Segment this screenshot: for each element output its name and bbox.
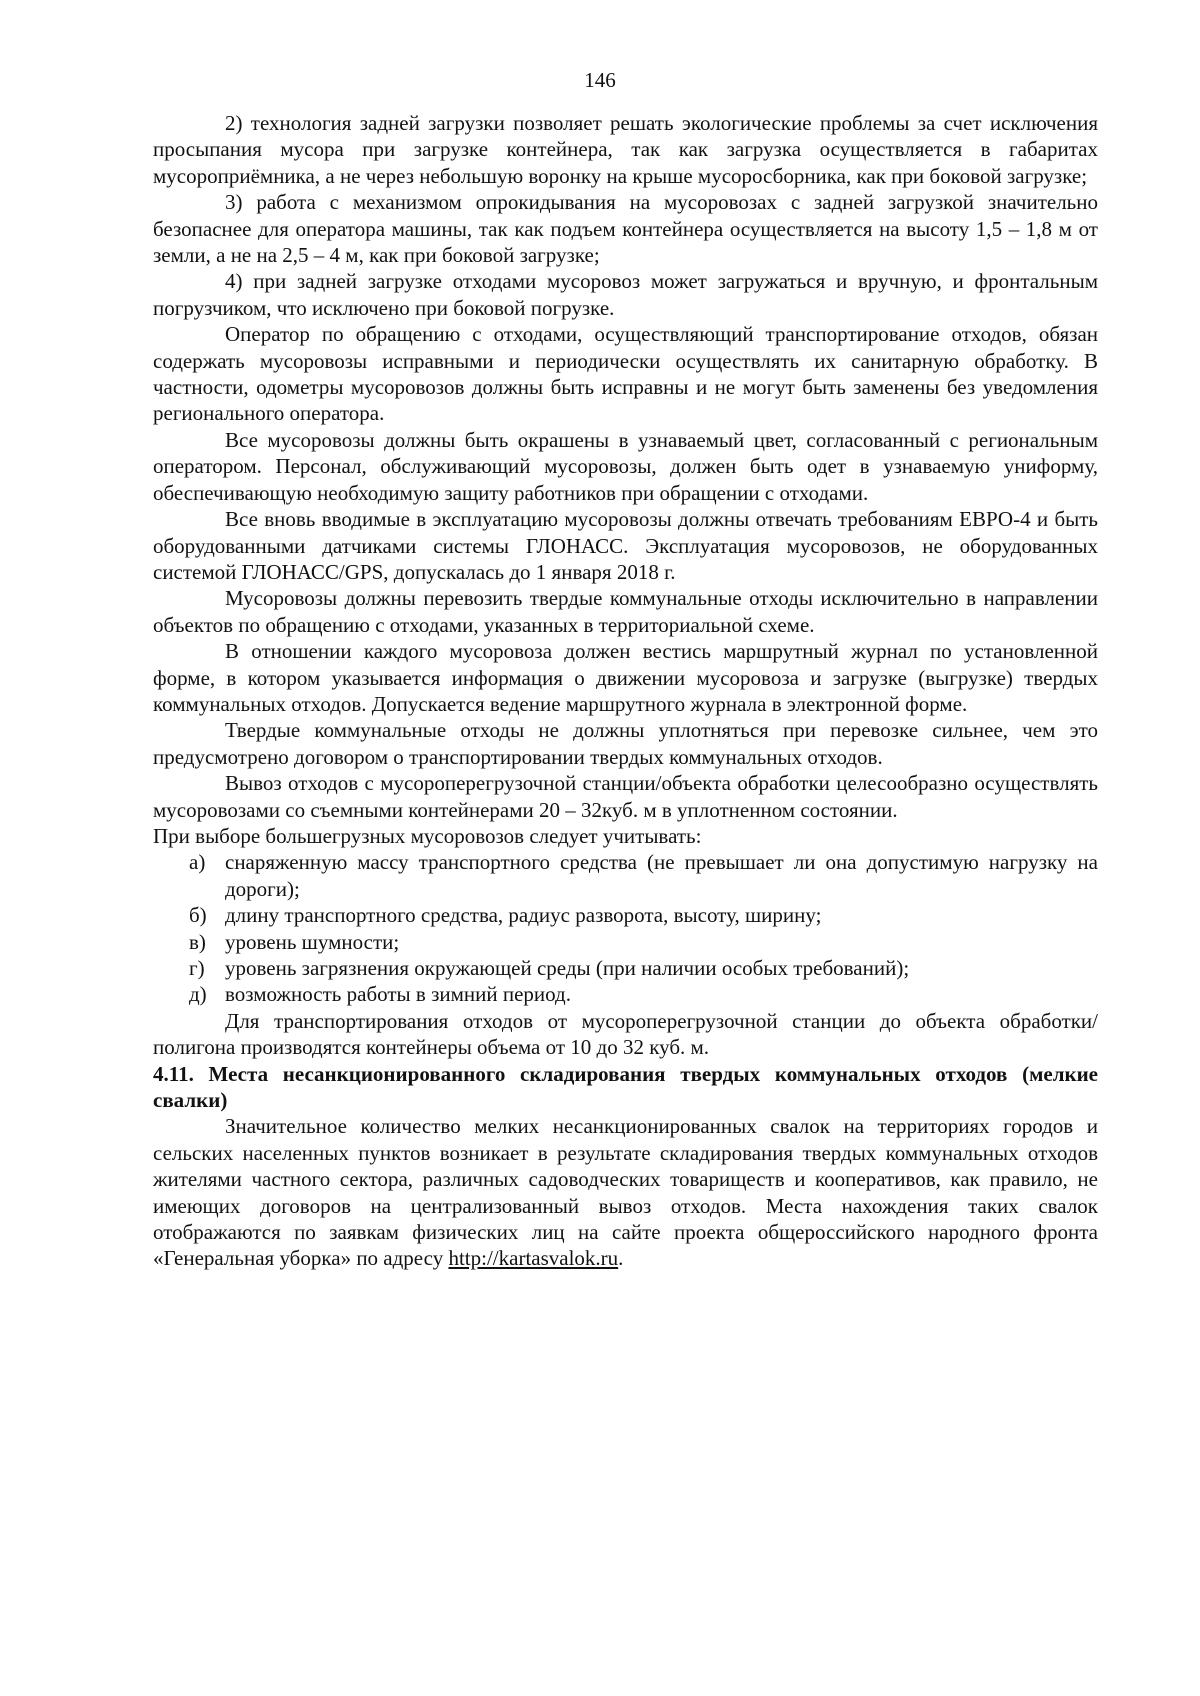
list-item-marker: д) bbox=[189, 982, 207, 1007]
list-item-text: уровень загрязнения окружающей среды (при наличии особых требований); bbox=[225, 956, 910, 980]
paragraph-truck-color: Все мусоровозы должны быть окрашены в узнаваемый цвет, согласованный с региональным оператором. Персонал, обслуживающий мусоровозы, должен быть одет в узнаваемую униформу, обеспечивающую необходимую защиту работников при обращении с отходами. bbox=[153, 427, 1098, 505]
list-item-marker: в) bbox=[189, 929, 206, 954]
paragraph-operator-duties: Оператор по обращению с отходами, осуществляющий транспортирование отходов, обязан содержать мусоровозы исправными и периодически осуществлять их санитарную обработку. В частности, одометры мусоровозов должны быть исправны и не могут быть заменены без уведомления регионального оператора. bbox=[153, 322, 1098, 426]
document-body bbox=[153, 110, 1098, 1272]
list-item-text: уровень шумности; bbox=[225, 929, 400, 954]
list-item bbox=[189, 902, 1098, 928]
list-item-marker: а) bbox=[189, 850, 206, 875]
paragraph-end-punctuation: . bbox=[618, 1246, 624, 1271]
paragraph-route-journal: В отношении каждого мусоровоза должен вестись маршрутный журнал по установленной форме, в котором указывается информация о движении мусоровоза и загрузке (выгрузке) твердых коммунальных отходов. Допускается ведение маршрутного журнала в электронной форме. bbox=[153, 639, 1098, 716]
section-heading: 4.11. Места несанкционированного складирования твердых коммунальных отходов (мелкие свалки) bbox=[153, 1061, 1098, 1113]
paragraph-illegal-dumps-text: Значительное количество мелких несанкционированных свалок на территориях городов и сельских населенных пунктов возникает в результате складирования твердых коммунальных отходов жителями частного сектора, различных садоводческих товариществ и кооперативов, как правило, не имеющих договоров на централизованный вывоз отходов. Места нахождения таких свалок отображаются по заявкам физических лиц на сайте проекта общероссийского народного фронта «Генеральная уборка» по адресу bbox=[153, 1114, 1098, 1271]
paragraph-container-volume: Для транспортирования отходов от мусороперегрузочной станции до объекта обработки/полигона производятся контейнеры объема от 10 до 32 куб. м. bbox=[153, 1008, 1098, 1060]
list-item bbox=[189, 981, 1098, 1007]
list-intro: При выборе большегрузных мусоровозов следует учитывать: bbox=[153, 823, 702, 848]
kartasvalok-link[interactable]: http://kartasvalok.ru bbox=[448, 1246, 619, 1271]
list-item-marker: г) bbox=[189, 956, 205, 980]
paragraph-illegal-dumps bbox=[153, 1113, 1098, 1271]
list-item-marker: б) bbox=[189, 903, 207, 928]
paragraph-rear-loading-ecology: 2) технология задней загрузки позволяет решать экологические проблемы за счет исключения просыпания мусора при загрузке контейнера, так как загрузка осуществляется в габаритах мусороприёмника, а не через небольшую воронку на крыше мусоросборника, как при боковой загрузке; bbox=[153, 111, 1098, 188]
paragraph-rear-loading-safety: 3) работа с механизмом опрокидывания на мусоровозах с задней загрузкой значительно безопаснее для оператора машины, так как подъем контейнера осуществляется на высоту 1,5 – 1,8 м от земли, а не на 2,5 – 4 м, как при боковой загрузке; bbox=[153, 190, 1098, 268]
list-item-text: снаряженную массу транспортного средства (не превышает ли она допустимую нагрузку на дороги); bbox=[225, 850, 1098, 901]
list-item bbox=[189, 955, 1098, 981]
selection-criteria-list bbox=[153, 849, 1098, 1007]
paragraph-removal-containers: Вывоз отходов с мусороперегрузочной станции/объекта обработки целесообразно осуществлять мусоровозами со съемными контейнерами 20 – 32куб. м в уплотненном состоянии. bbox=[153, 771, 1098, 822]
paragraph-transport-direction: Мусоровозы должны перевозить твердые коммунальные отходы исключительно в направлении объектов по обращению с отходами, указанных в территориальной схеме. bbox=[153, 586, 1098, 637]
paragraph-compaction: Твердые коммунальные отходы не должны уплотняться при перевозке сильнее, чем это предусмотрено договором о транспортировании твердых коммунальных отходов. bbox=[153, 718, 1098, 769]
list-item bbox=[189, 929, 1098, 955]
list-item-text: возможность работы в зимний период. bbox=[225, 982, 571, 1007]
paragraph-euro4-glonass: Все вновь вводимые в эксплуатацию мусоровозы должны отвечать требованиям ЕВРО-4 и быть оборудованными датчиками системы ГЛОНАСС. Эксплуатация мусоровозов, не оборудованных системой ГЛОНАСС/GPS, допускалась до 1 января 2018 г. bbox=[153, 507, 1098, 584]
page-number: 146 bbox=[584, 68, 616, 92]
list-item-text: длину транспортного средства, радиус разворота, высоту, ширину; bbox=[225, 903, 822, 928]
list-item bbox=[189, 849, 1098, 902]
paragraph-rear-loading-manual: 4) при задней загрузке отходами мусоровоз может загружаться и вручную, и фронтальным погрузчиком, что исключено при боковой погрузке. bbox=[153, 269, 1098, 320]
